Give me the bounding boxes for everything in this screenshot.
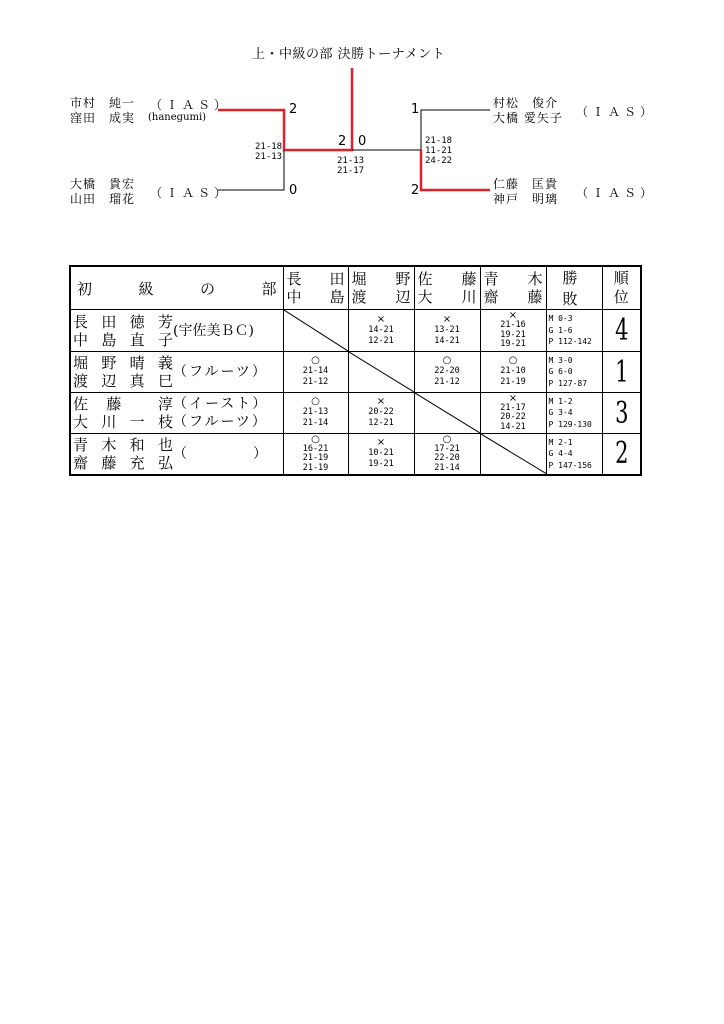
self-match-cell <box>414 393 480 434</box>
final-scores <box>337 156 364 176</box>
name-char: 芳 <box>157 312 173 331</box>
table-row <box>70 434 641 475</box>
result-mark: ○ <box>442 355 452 366</box>
name-char: 藤 <box>106 395 122 413</box>
header-char: 川 <box>461 288 477 306</box>
name-char: 藤 <box>101 453 117 472</box>
match-cell <box>480 310 546 352</box>
match-cell <box>283 352 348 393</box>
game-score: 16-21 <box>302 443 329 454</box>
game-score: 12-21 <box>368 418 394 428</box>
table-row <box>70 393 641 434</box>
game-score: 19-21 <box>368 458 394 469</box>
opponent-header <box>283 266 348 310</box>
opponent-header <box>480 266 546 310</box>
section-title-char: の <box>199 279 215 298</box>
name-char: 巳 <box>157 372 173 390</box>
bracket-right-top-player2: 大橋 愛矢子 <box>493 111 563 125</box>
section-title-cell <box>70 266 283 310</box>
diagonal-slash <box>284 310 348 351</box>
final-right-score: 0 <box>358 134 367 149</box>
match-cell <box>480 393 546 434</box>
name-char: 佐 <box>73 395 89 413</box>
result-mark: ○ <box>311 433 320 445</box>
match-record: M 1-2 <box>548 396 573 406</box>
match-record: M 0-3 <box>548 314 573 324</box>
section-title <box>71 278 283 299</box>
opponent-header <box>348 266 414 310</box>
score-line: 21-18 <box>425 136 453 146</box>
result-mark: ○ <box>311 396 320 407</box>
name-char: 辺 <box>101 372 117 390</box>
opponent-header <box>414 266 480 310</box>
rank-header <box>602 266 641 310</box>
section-title-char: 級 <box>138 279 154 298</box>
name-char: 也 <box>157 435 173 454</box>
match-record: M 3-0 <box>548 355 573 365</box>
name-char: 島 <box>101 330 117 349</box>
result-mark: × <box>508 310 518 322</box>
point-record: P 127-87 <box>548 378 588 388</box>
result-mark: × <box>376 436 386 448</box>
bracket-left-top-score: 2 <box>289 102 298 117</box>
game-score: 21-17 <box>500 402 526 413</box>
game-score: 21-14 <box>434 462 460 473</box>
header-char: 田 <box>329 270 345 288</box>
header-char: 辺 <box>395 288 411 306</box>
header-char: 大 <box>417 288 433 306</box>
bracket-left-bottom-player2: 山田 瑠花 <box>70 192 136 206</box>
bracket-left-top-club2: (hanegumi) <box>148 112 207 123</box>
bracket-left-bottom-score: 0 <box>289 183 298 198</box>
score-line: 21-18 <box>255 142 283 152</box>
score-line: 24-22 <box>425 156 453 166</box>
game-score: 21-14 <box>302 418 329 428</box>
match-cell <box>348 434 414 475</box>
rank-header-char: 順 <box>613 269 629 287</box>
game-score: 20-22 <box>500 412 526 423</box>
name-char: 徳 <box>129 312 145 331</box>
rank-cell <box>602 352 641 393</box>
name-char: 川 <box>101 413 117 431</box>
page-title: 上・中級の部 決勝トーナメント <box>252 47 446 62</box>
table-header-row <box>70 266 641 310</box>
final-left-score: 2 <box>338 134 347 149</box>
result-mark: × <box>508 392 518 404</box>
game-score: 21-12 <box>434 377 460 387</box>
name-char: 野 <box>101 354 117 372</box>
rank-cell <box>602 310 641 352</box>
section-title-char: 初 <box>77 279 93 298</box>
rank-value: 1 <box>614 354 628 390</box>
header-char: 佐 <box>417 270 433 288</box>
score-line: 21-13 <box>337 156 365 166</box>
header-char: 藤 <box>527 288 543 306</box>
match-cell <box>414 352 480 393</box>
record-cell <box>546 393 602 434</box>
point-record: P 147-156 <box>548 460 592 470</box>
game-score: 21-16 <box>500 320 526 331</box>
pair-name-cell <box>70 310 283 352</box>
header-char: 島 <box>329 288 345 306</box>
score-line: 21-17 <box>337 166 365 176</box>
record-cell <box>546 434 602 475</box>
name-char: 木 <box>101 435 117 454</box>
name-char: 真 <box>129 372 145 390</box>
pair-name-cell <box>70 393 283 434</box>
bracket-line-right-top <box>352 110 490 150</box>
name-char: 大 <box>73 413 89 431</box>
name-char: 田 <box>101 312 117 331</box>
game-score: 13-21 <box>434 324 460 335</box>
game-score: 14-21 <box>434 335 460 346</box>
game-score: 21-14 <box>302 366 329 376</box>
bracket-left-top-player2: 窪田 成実 <box>70 111 136 125</box>
round-robin-table <box>69 265 642 476</box>
point-record: P 129-130 <box>548 419 592 429</box>
bracket-right-bottom-club: （ＩＡＳ） <box>576 186 657 200</box>
club-name: （イースト） <box>173 396 269 412</box>
match-cell <box>480 352 546 393</box>
name-char: 充 <box>129 453 145 472</box>
club-name: （ ） <box>173 445 269 462</box>
game-score: 21-19 <box>302 462 329 473</box>
name-char: 青 <box>73 435 89 454</box>
match-cell <box>283 434 348 475</box>
tournament-bracket <box>0 0 724 260</box>
game-record: G 4-4 <box>548 449 573 458</box>
name-char: 渡 <box>73 372 89 390</box>
header-char: 中 <box>286 288 302 306</box>
diagonal-slash <box>349 352 414 392</box>
header-char: 渡 <box>351 288 367 306</box>
bracket-right-bottom-player1: 仁藤 匡貴 <box>493 177 559 191</box>
pair-name-cell <box>70 434 283 475</box>
game-score: 21-13 <box>302 407 329 417</box>
result-mark: × <box>376 396 386 407</box>
self-match-cell <box>480 434 546 475</box>
bracket-left-top-player1: 市村 純一 <box>70 96 136 110</box>
bracket-right-top-club: （ＩＡＳ） <box>576 105 657 119</box>
match-cell <box>348 310 414 352</box>
bracket-line-left-top <box>218 68 352 150</box>
name-char: 弘 <box>157 453 173 472</box>
header-char: 堀 <box>351 270 367 288</box>
match-cell <box>283 393 348 434</box>
bracket-right-top-player1: 村松 俊介 <box>493 96 559 110</box>
game-score: 19-21 <box>500 339 526 350</box>
match-cell <box>414 310 480 352</box>
name-char: 和 <box>129 435 145 454</box>
club-name: （フルーツ） <box>173 414 268 430</box>
bracket-right-bottom-player2: 神戸 明璃 <box>493 192 559 206</box>
right-semi-scores <box>425 136 452 166</box>
result-mark: × <box>442 313 452 325</box>
score-line: 21-13 <box>255 152 283 162</box>
name-char: 長 <box>73 312 89 331</box>
game-score: 21-19 <box>500 377 526 387</box>
table-row <box>70 310 641 352</box>
name-char: 中 <box>73 330 89 349</box>
game-record: G 1-6 <box>548 325 573 335</box>
diagonal-slash <box>415 393 480 433</box>
club-name: (宇佐美ＢＣ) <box>173 322 254 339</box>
game-score: 19-21 <box>500 329 526 340</box>
name-char: 直 <box>129 330 145 349</box>
rank-cell <box>602 434 641 475</box>
name-char: 堀 <box>73 354 89 372</box>
game-record: G 6-0 <box>548 367 573 377</box>
header-char: 齋 <box>483 288 499 306</box>
table-row <box>70 352 641 393</box>
point-record: P 112-142 <box>548 337 592 347</box>
game-score: 14-21 <box>500 421 526 432</box>
bracket-right-top-score: 1 <box>411 102 420 117</box>
game-score: 21-19 <box>302 453 329 463</box>
game-score: 22-20 <box>434 366 460 376</box>
score-line: 11-21 <box>425 146 453 156</box>
game-score: 21-12 <box>302 377 329 387</box>
game-score: 20-22 <box>368 407 394 417</box>
game-score: 10-21 <box>368 447 394 458</box>
game-score: 22-20 <box>434 453 460 463</box>
bracket-right-bottom-score: 2 <box>411 183 420 198</box>
game-score: 12-21 <box>368 335 394 346</box>
game-score: 21-10 <box>500 366 526 376</box>
self-match-cell <box>283 310 348 352</box>
self-match-cell <box>348 352 414 393</box>
header-char: 青 <box>483 270 499 288</box>
game-score: 17-21 <box>434 443 460 454</box>
game-score: 14-21 <box>368 324 394 335</box>
rank-header-char: 位 <box>613 288 629 306</box>
record-header-text: 勝 敗 <box>562 269 586 308</box>
bracket-left-bottom-club: （ＩＡＳ） <box>150 186 231 200</box>
name-char: 枝 <box>157 413 173 431</box>
result-mark: ○ <box>311 355 320 366</box>
game-record: G 3-4 <box>548 408 573 418</box>
name-char: 義 <box>157 354 173 372</box>
header-char: 木 <box>527 270 543 288</box>
rank-value: 4 <box>614 313 628 348</box>
bracket-left-top-club: （ＩＡＳ） <box>150 98 231 112</box>
record-header <box>546 266 602 310</box>
rank-value: 2 <box>614 436 628 472</box>
name-char: 齋 <box>73 453 89 472</box>
result-mark: ○ <box>442 433 452 445</box>
result-mark: × <box>376 313 386 325</box>
name-char: 晴 <box>129 354 145 372</box>
header-char: 長 <box>286 270 302 288</box>
rank-value: 3 <box>614 395 628 431</box>
diagonal-slash <box>481 434 546 474</box>
club-name: （フルーツ） <box>173 364 268 380</box>
name-char: 一 <box>129 413 145 431</box>
header-char: 野 <box>395 270 411 288</box>
match-cell <box>414 434 480 475</box>
match-record: M 2-1 <box>548 437 573 447</box>
record-cell <box>546 310 602 352</box>
name-char: 子 <box>157 330 173 349</box>
match-cell <box>348 393 414 434</box>
bracket-left-bottom-player1: 大橋 貴宏 <box>70 177 136 191</box>
left-semi-scores <box>255 142 282 162</box>
record-cell <box>546 352 602 393</box>
header-char: 藤 <box>461 270 477 288</box>
result-mark: ○ <box>508 355 518 366</box>
name-char: 淳 <box>157 395 173 413</box>
rank-cell <box>602 393 641 434</box>
pair-name-cell <box>70 352 283 393</box>
section-title-char: 部 <box>261 279 277 298</box>
